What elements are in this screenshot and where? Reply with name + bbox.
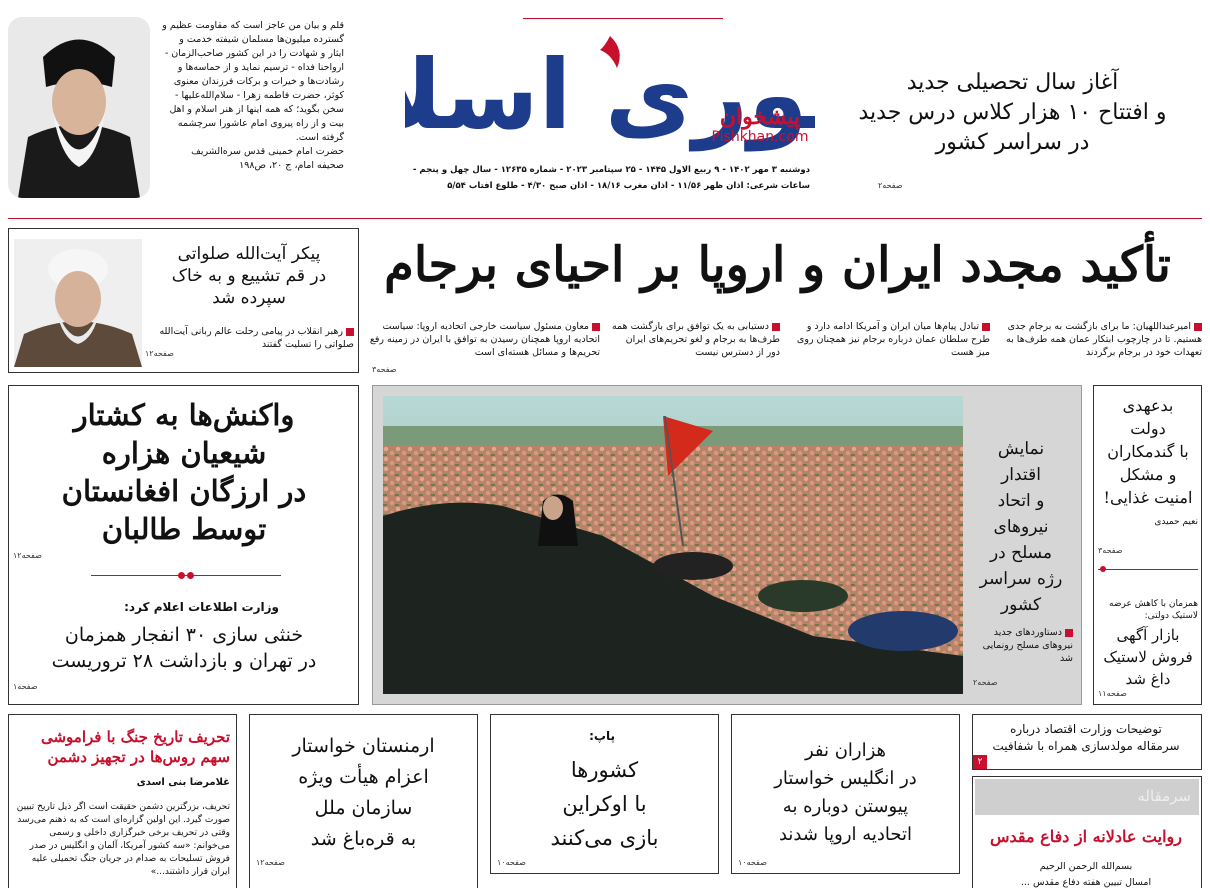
bullet-icon [592, 323, 600, 331]
tires-page: صفحه۱۱ [1098, 689, 1127, 698]
parade-photo [383, 396, 963, 694]
intel-kicker: وزارت اطلاعات اعلام کرد: [124, 600, 279, 614]
quote-source: حضرت امام خمینی قدس سره‌الشریف [191, 146, 344, 157]
wheat-box [1093, 385, 1202, 705]
wheat-page: صفحه۳ [1098, 546, 1123, 555]
brexit-box [731, 714, 960, 874]
obituary-sub: رهبر انقلاب در پیامی رحلت عالم ربانی آیت‌الله صلواتی را تسلیت گفتند [159, 326, 354, 350]
editorial-banner [975, 779, 1199, 815]
wheat-author: نعیم حمیدی [1154, 517, 1198, 527]
economy-page: ۲ [973, 755, 987, 769]
intel-page: صفحه۱ [13, 682, 38, 691]
pope-box [490, 714, 719, 874]
bullet-icon [346, 328, 354, 336]
section-divider [91, 575, 281, 576]
pope-kicker: پاپ: [589, 729, 615, 743]
tires-kicker: همزمان با کاهش عرضه لاستیک دولتی: [1109, 599, 1198, 621]
tires-headline: بازار آگهی فروش لاستیک داغ شد [1103, 626, 1193, 688]
intel-headline: خنثی سازی ۳۰ انفجار همزمان در تهران و بازداشت ۲۸ تروریست [51, 624, 317, 672]
quote-portrait [8, 17, 150, 198]
svg-text:جمهوری اسلامی: وری اسل [407, 39, 809, 151]
economy-headline: توضیحات وزارت اقتصاد درباره سرمقاله مولدسازی همراه با شفافیت [992, 722, 1180, 753]
economy-box [972, 714, 1202, 770]
wheat-headline: بدعهدی دولت با گندمکاران و مشکل امنیت غذایی! [1103, 396, 1193, 507]
khomeini-quote: قلم و بیان من عاجز است که مقاومت عظیم و گسترده میلیون‌ها مسلمان شیفته خدمت و ایثار و شهادت را در این کشور صاحب‌الزمان - ارواحنا فداه - ترسیم نماید و از حماسه‌ها و رشادت‌ها و خیرات و برکات فرزندان معنوی کوثر، حضرت فاطمه زهرا - سلام‌الله‌علیها - سخن بگوید؛ که همه اینها از هنر اسلام و اهل بیت و از راه پیروی امام عاشورا سرچشمه گرفته است. حضرت امام خمینی قدس سره‌الشریف صحیفه امام، ج ۲۰، ص۱۹۸ [162, 20, 344, 171]
taliban-headline: واکنش‌ها به کشتار شیعیان هزاره در ارزگان افغانستان توسط طالبان [61, 398, 307, 546]
divider-dot [178, 572, 185, 579]
taliban-page: صفحه۱۲ [13, 551, 42, 560]
parade-headline: نمایش اقتدار و اتحاد نیروهای مسلح در رژه سراسر کشور [979, 439, 1063, 615]
obituary-box [8, 228, 359, 373]
brexit-page: صفحه۱۰ [738, 858, 767, 867]
obituary-page: صفحه۱۲ [145, 349, 174, 358]
masthead-rule [8, 218, 1202, 219]
pishkhan-watermark: پیشخوان Pishkhan.com [711, 104, 809, 145]
cleric-portrait [14, 239, 142, 367]
parade-frame [372, 385, 1082, 705]
bullet-icon [772, 323, 780, 331]
bullet-icon [1065, 629, 1073, 637]
editorial-box [972, 776, 1202, 888]
history-author: غلامرضا بنی اسدی [136, 777, 230, 788]
history-title: تحریف تاریخ جنگ با فراموشی سهم روس‌ها در تجهیز دشمن [40, 728, 230, 766]
main-subhead-2: تبادل پیام‌ها میان ایران و آمریکا ادامه دارد و طرح سلطان عمان درباره برجام نیز همچنان روی میز هست [796, 321, 990, 358]
pope-page: صفحه۱۰ [497, 858, 526, 867]
history-box [8, 714, 237, 888]
taliban-box [8, 385, 359, 705]
main-subhead-3: دستیابی به یک توافق برای بازگشت همه طرف‌ها به برجام و لغو تحریم‌های ایران دور از دسترس نیست [611, 321, 780, 358]
brexit-headline: هزاران نفر در انگلیس خواستار پیوستن دوباره به اتحادیه اروپا شدند [774, 740, 917, 845]
quote-reference: صحیفه امام، ج ۲۰، ص۱۹۸ [239, 160, 344, 171]
history-body: تحریف، بزرگترین دشمن حقیقت است اگر ذیل تاریخ تبیین صورت گیرد. این اولین گزاره‌ای است که به ذهنم می‌رسد وقتی در تحریف برخی خبرگزاری داخلی و رسمی می‌خوانم: «سه کشور آمریکا، آلمان و انگلیس در صدر فروش تسلیحات به صدام در جریان جنگ تحمیلی علیه ایران قرار داشتند...» [16, 802, 230, 877]
main-headline-page: صفحه۳ [372, 365, 397, 374]
parade-sub: دستاوردهای جدید نیروهای مسلح رونمایی شد [982, 627, 1073, 664]
divider-dot [187, 572, 194, 579]
editorial-title: روایت عادلانه از دفاع مقدس [989, 827, 1182, 846]
bullet-icon [982, 323, 990, 331]
divider-dot [1100, 566, 1106, 572]
main-subhead-1: امیرعبداللهیان: ما برای بازگشت به برجام جدی هستیم. تا در چارچوب ابتکار عمان همه طرف‌ها به تعهدات خود در برجام برگردند [1006, 321, 1202, 358]
editorial-banner-label: سرمقاله [1137, 787, 1191, 805]
dateline: دوشنبه ۳ مهر ۱۴۰۲ - ۹ ربیع الاول ۱۴۴۵ - ۲۵ سپتامبر ۲۰۲۳ - شماره ۱۲۶۳۵ - سال چهل و پنجم - [412, 165, 810, 175]
parade-page: صفحه۲ [973, 678, 998, 687]
section-divider [1098, 569, 1198, 570]
editorial-body-2: امسال تبیین هفته دفاع مقدس ... [1020, 877, 1152, 888]
school-year-page: صفحه۲ [878, 181, 903, 190]
armenia-headline: ارمنستان خواستار اعزام هیأت ویژه سازمان ملل به قره‌باغ شد [292, 735, 435, 850]
armenia-page: صفحه۱۲ [256, 858, 285, 867]
obituary-title: پیکر آیت‌الله صلواتی در قم تشییع و به خاک سپرده شد [171, 244, 327, 308]
pope-headline: کشورها با اوکراین بازی می‌کنند [550, 758, 659, 850]
school-year-headline: آغاز سال تحصیلی جدید و افتتاح ۱۰ هزار کلاس درس جدید در سراسر کشور [858, 70, 1167, 155]
editorial-body-1: بسم‌الله الرحمن الرحیم [1039, 861, 1133, 872]
main-headline: تأکید مجدد ایران و اروپا بر احیای برجام [384, 237, 1171, 293]
prayer-times: ساعات شرعی: اذان ظهر ۱۱/۵۶ - اذان مغرب ۱۸/۱۶ - اذان صبح ۴/۳۰ - طلوع آفتاب ۵/۵۴ [447, 181, 810, 191]
armenia-box [249, 714, 478, 888]
bullet-icon [1194, 323, 1202, 331]
main-subhead-4: معاون مسئول سیاست خارجی اتحادیه اروپا: سیاست اتحادیه اروپا همچنان رسیدن به توافق با ایران در زمینه رفع تحریم‌ها و مسائل هسته‌ای است [369, 321, 600, 358]
